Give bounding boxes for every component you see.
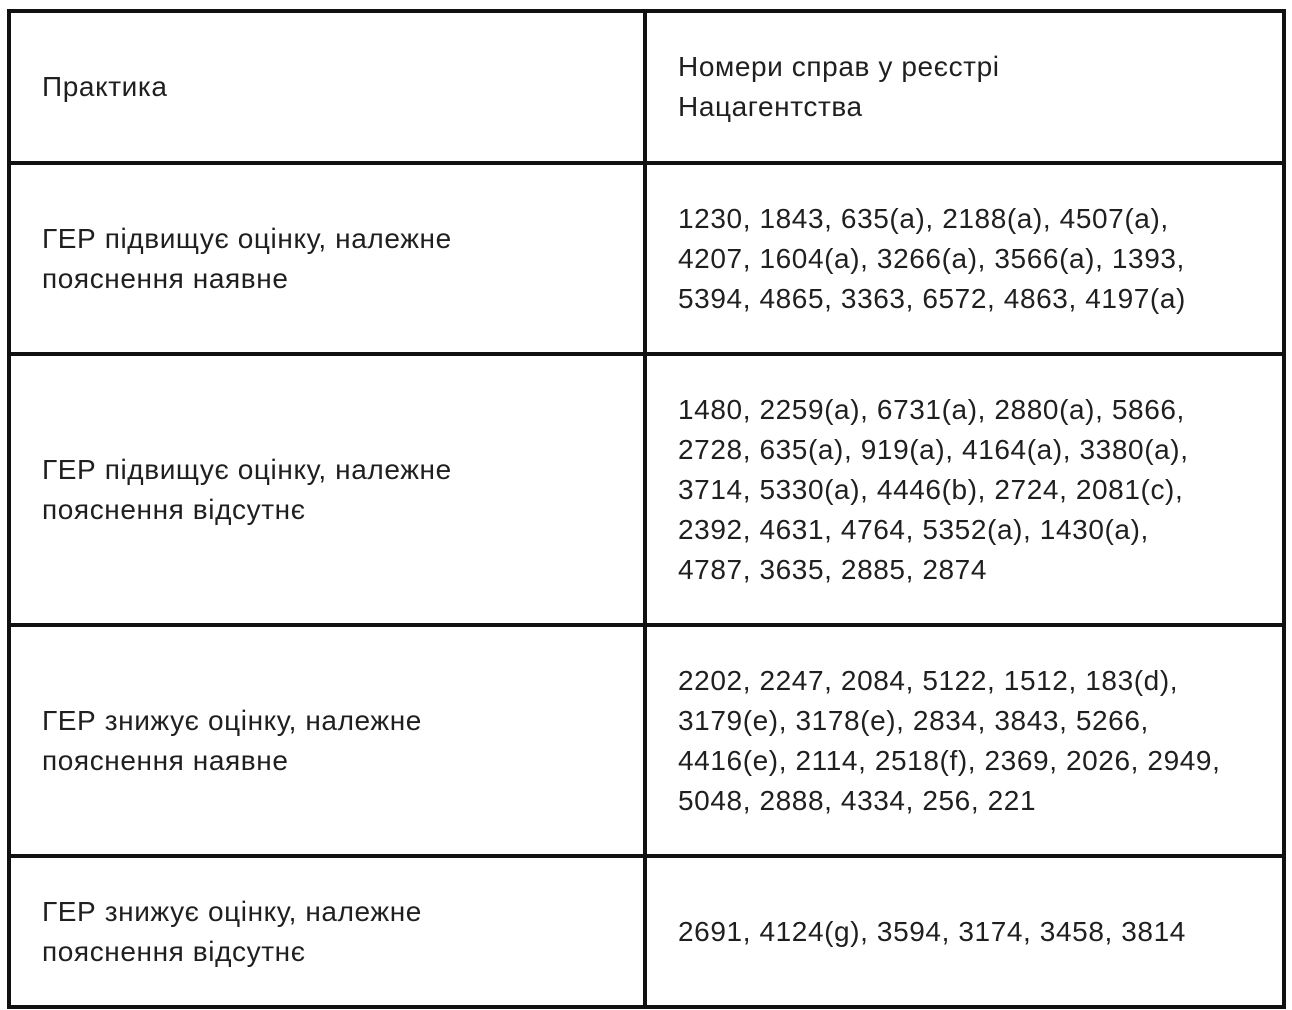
- case-numbers-line: 1480, 2259(a), 6731(a), 2880(a), 5866,: [678, 393, 1185, 425]
- table-row: [9, 856, 1284, 1007]
- case-numbers-line: 5394, 4865, 3363, 6572, 4863, 4197(a): [678, 282, 1186, 314]
- header-case-numbers: [645, 11, 1284, 163]
- header-case-numbers-line: Нацагентства: [678, 91, 863, 122]
- case-numbers-line: 5048, 2888, 4334, 256, 221: [678, 784, 1037, 816]
- table-header-row: [9, 11, 1284, 163]
- practice-line: ГЕР підвищує оцінку, належне: [42, 222, 452, 254]
- case-numbers-line: 3179(e), 3178(e), 2834, 3843, 5266,: [678, 704, 1149, 736]
- case-numbers-cell: [645, 856, 1284, 1007]
- table-row: [9, 354, 1284, 625]
- case-numbers-cell: [645, 354, 1284, 625]
- case-numbers-line: 4207, 1604(a), 3266(a), 3566(a), 1393,: [678, 242, 1185, 274]
- practice-line: пояснення наявне: [42, 262, 289, 294]
- practice-cell: [9, 163, 645, 354]
- practice-line: пояснення відсутнє: [42, 493, 306, 525]
- practice-line: пояснення відсутнє: [42, 935, 306, 967]
- practice-line: ГЕР знижує оцінку, належне: [42, 895, 422, 927]
- practice-cell: [9, 625, 645, 856]
- practice-line: ГЕР знижує оцінку, належне: [42, 704, 422, 736]
- case-numbers-line: 4416(e), 2114, 2518(f), 2369, 2026, 2949,: [678, 744, 1221, 776]
- table-row: [9, 625, 1284, 856]
- table-row: [9, 163, 1284, 354]
- header-practice-line: Практика: [42, 71, 168, 102]
- case-numbers-cell: [645, 625, 1284, 856]
- case-numbers-line: 2691, 4124(g), 3594, 3174, 3458, 3814: [678, 915, 1186, 947]
- practice-line: ГЕР підвищує оцінку, належне: [42, 453, 452, 485]
- practice-line: пояснення наявне: [42, 744, 289, 776]
- case-numbers-line: 4787, 3635, 2885, 2874: [678, 553, 988, 585]
- case-numbers-line: 3714, 5330(a), 4446(b), 2724, 2081(c),: [678, 473, 1184, 505]
- case-numbers-line: 2392, 4631, 4764, 5352(a), 1430(a),: [678, 513, 1149, 545]
- case-numbers-line: 1230, 1843, 635(a), 2188(a), 4507(a),: [678, 202, 1169, 234]
- case-numbers-cell: [645, 163, 1284, 354]
- case-numbers-line: 2728, 635(a), 919(a), 4164(a), 3380(a),: [678, 433, 1189, 465]
- header-practice: [9, 11, 645, 163]
- header-case-numbers-line: Номери справ у реєстрі: [678, 51, 1000, 82]
- practice-cell: [9, 856, 645, 1007]
- practice-case-table: [7, 9, 1286, 1009]
- case-numbers-line: 2202, 2247, 2084, 5122, 1512, 183(d),: [678, 664, 1179, 696]
- practice-cell: [9, 354, 645, 625]
